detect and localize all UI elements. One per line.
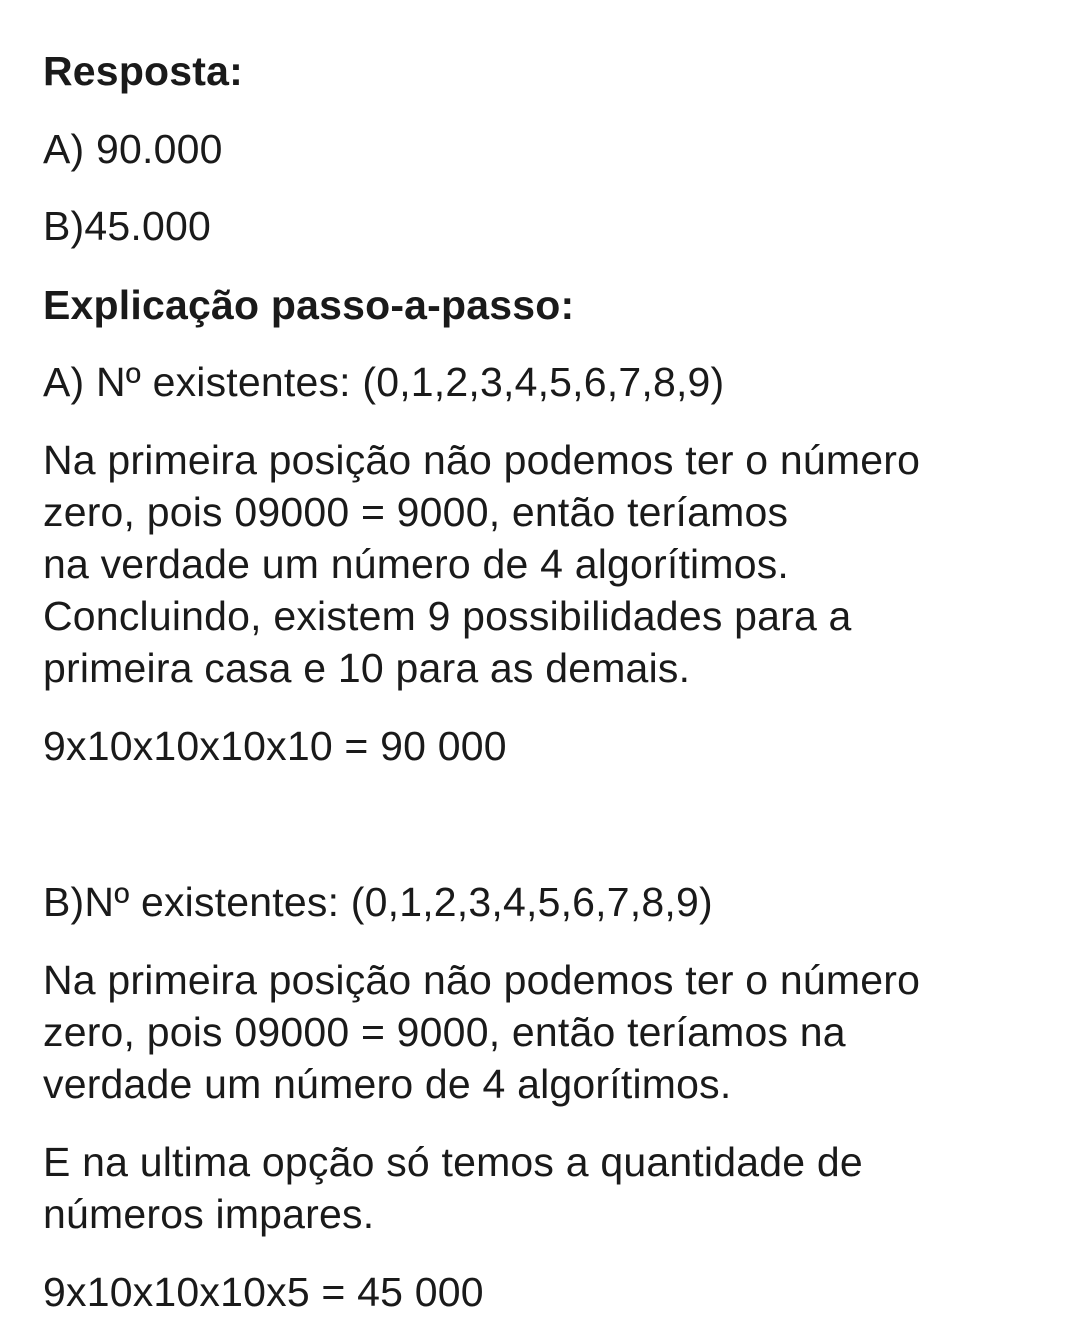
answer-b: B)45.000 (43, 203, 212, 249)
part-a-paragraph-line: zero, pois 09000 = 9000, então teríamos (43, 489, 789, 535)
part-a-paragraph-line: Concluindo, existem 9 possibilidades para a (43, 593, 852, 639)
part-b-digits: B)Nº existentes: (0,1,2,3,4,5,6,7,8,9) (43, 879, 713, 925)
answer-a: A) 90.000 (43, 126, 223, 172)
part-a-paragraph-line: primeira casa e 10 para as demais. (43, 645, 691, 691)
part-b-calculation: 9x10x10x10x5 = 45 000 (43, 1269, 484, 1315)
part-b-paragraph-line: verdade um número de 4 algorítimos. (43, 1061, 732, 1107)
part-a-digits: A) Nº existentes: (0,1,2,3,4,5,6,7,8,9) (43, 359, 725, 405)
answer-heading: Resposta: (43, 48, 244, 94)
part-a-paragraph-line: na verdade um número de 4 algorítimos. (43, 541, 790, 587)
part-a-calculation: 9x10x10x10x10 = 90 000 (43, 723, 507, 769)
part-b-paragraph2-line: E na ultima opção só temos a quantidade de (43, 1139, 863, 1185)
part-b-paragraph2-line: números impares. (43, 1191, 375, 1237)
part-b-paragraph-line: Na primeira posição não podemos ter o número (43, 957, 921, 1003)
part-b-paragraph-line: zero, pois 09000 = 9000, então teríamos na (43, 1009, 846, 1055)
explanation-heading: Explicação passo-a-passo: (43, 282, 575, 328)
part-a-paragraph-line: Na primeira posição não podemos ter o número (43, 437, 921, 483)
